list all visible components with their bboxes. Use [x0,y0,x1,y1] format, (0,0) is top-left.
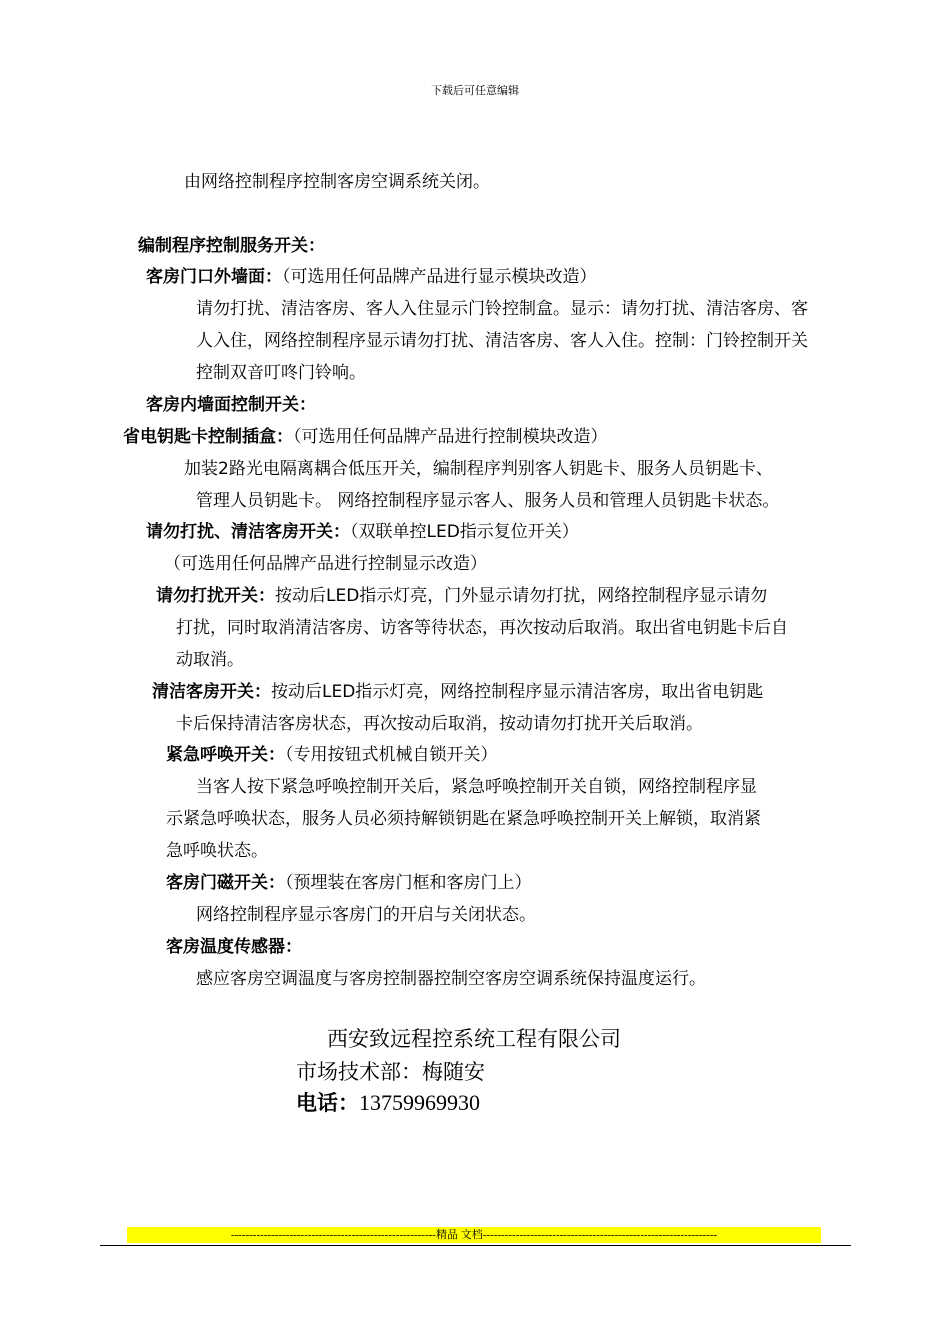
text-line: 当客人按下紧急呼唤控制开关后，紧急呼唤控制开关自锁，网络控制程序显 [196,777,757,797]
text-line: 动取消。 [176,650,244,670]
item-heading: 请勿打扰、清洁客房开关： [146,522,350,542]
company-dept: 市场技术部：梅随安 [296,1060,485,1084]
text-line: 网络控制程序显示客房门的开启与关闭状态。 [196,905,536,925]
text-line [123,427,608,447]
text-line: 示紧急呼唤状态，服务人员必须持解锁钥匙在紧急呼唤控制开关上解锁，取消紧 [166,809,761,829]
text-line [166,745,498,765]
item-note: （可选用任何品牌产品进行显示模块改造） [282,267,597,287]
text-line [156,586,767,606]
text-line [146,522,579,542]
text-line: 卡后保持清洁客房状态，再次按动后取消，按动请勿打扰开关后取消。 [176,714,703,734]
text-line: 请勿打扰、清洁客房、客人入住显示门铃控制盒。显示：请勿打扰、清洁客房、客 [196,299,808,319]
item-note: （专用按钮式机械自锁开关） [285,745,498,765]
text-line [166,873,532,893]
text-line: 急呼唤状态。 [166,841,268,861]
item-heading: 清洁客房开关： [152,682,271,702]
item-heading: 紧急呼唤开关： [166,745,285,765]
section-heading: 编制程序控制服务开关： [138,236,325,256]
text-line: 人入住，网络控制程序显示请勿打扰、清洁客房、客人入住。控制：门铃控制开关 [196,331,808,351]
footer-divider [100,1245,851,1246]
item-note: （预埋装在客房门框和客房门上） [285,873,532,893]
text-line: 感应客房空调温度与客房控制器控制空客房空调系统保持温度运行。 [196,969,706,989]
text-line: 加装2路光电隔离耦合低压开关，编制程序判别客人钥匙卡、服务人员钥匙卡、 [184,459,773,479]
item-note: （可选用任何品牌产品进行控制模块改造） [293,427,608,447]
item-heading: 客房温度传感器： [166,937,302,957]
footer-banner: --------------------------------------------------------精品 文档---------------------------------------------------------------- [127,1227,821,1243]
text-line: 由网络控制程序控制客房空调系统关闭。 [184,172,490,192]
item-note: （双联单控LED指示复位开关） [350,522,579,542]
text-line: 管理人员钥匙卡。 网络控制程序显示客人、服务人员和管理人员钥匙卡状态。 [196,491,780,511]
item-heading: 请勿打扰开关： [156,586,275,606]
phone-number: 13759969930 [359,1090,480,1115]
text-line: 控制双音叮咚门铃响。 [196,363,366,383]
item-heading: 省电钥匙卡控制插盒： [123,427,293,447]
phone-label: 电话： [296,1091,359,1115]
text-line [152,682,763,702]
header-note: 下载后可任意编辑 [431,84,519,97]
company-name: 西安致远程控系统工程有限公司 [327,1027,621,1051]
item-text: 按动后LED指示灯亮，门外显示请勿打扰，网络控制程序显示请勿 [275,586,768,606]
section-heading: 客房内墙面控制开关： [146,395,316,415]
item-heading: 客房门磁开关： [166,873,285,893]
item-heading: 客房门口外墙面： [146,267,282,287]
text-line: 打扰，同时取消清洁客房、访客等待状态，再次按动后取消。取出省电钥匙卡后自 [176,618,788,638]
company-phone [296,1090,480,1116]
text-line [146,267,597,287]
item-text: 按动后LED指示灯亮，网络控制程序显示清洁客房，取出省电钥匙 [271,682,764,702]
text-line: （可选用任何品牌产品进行控制显示改造） [164,554,487,574]
